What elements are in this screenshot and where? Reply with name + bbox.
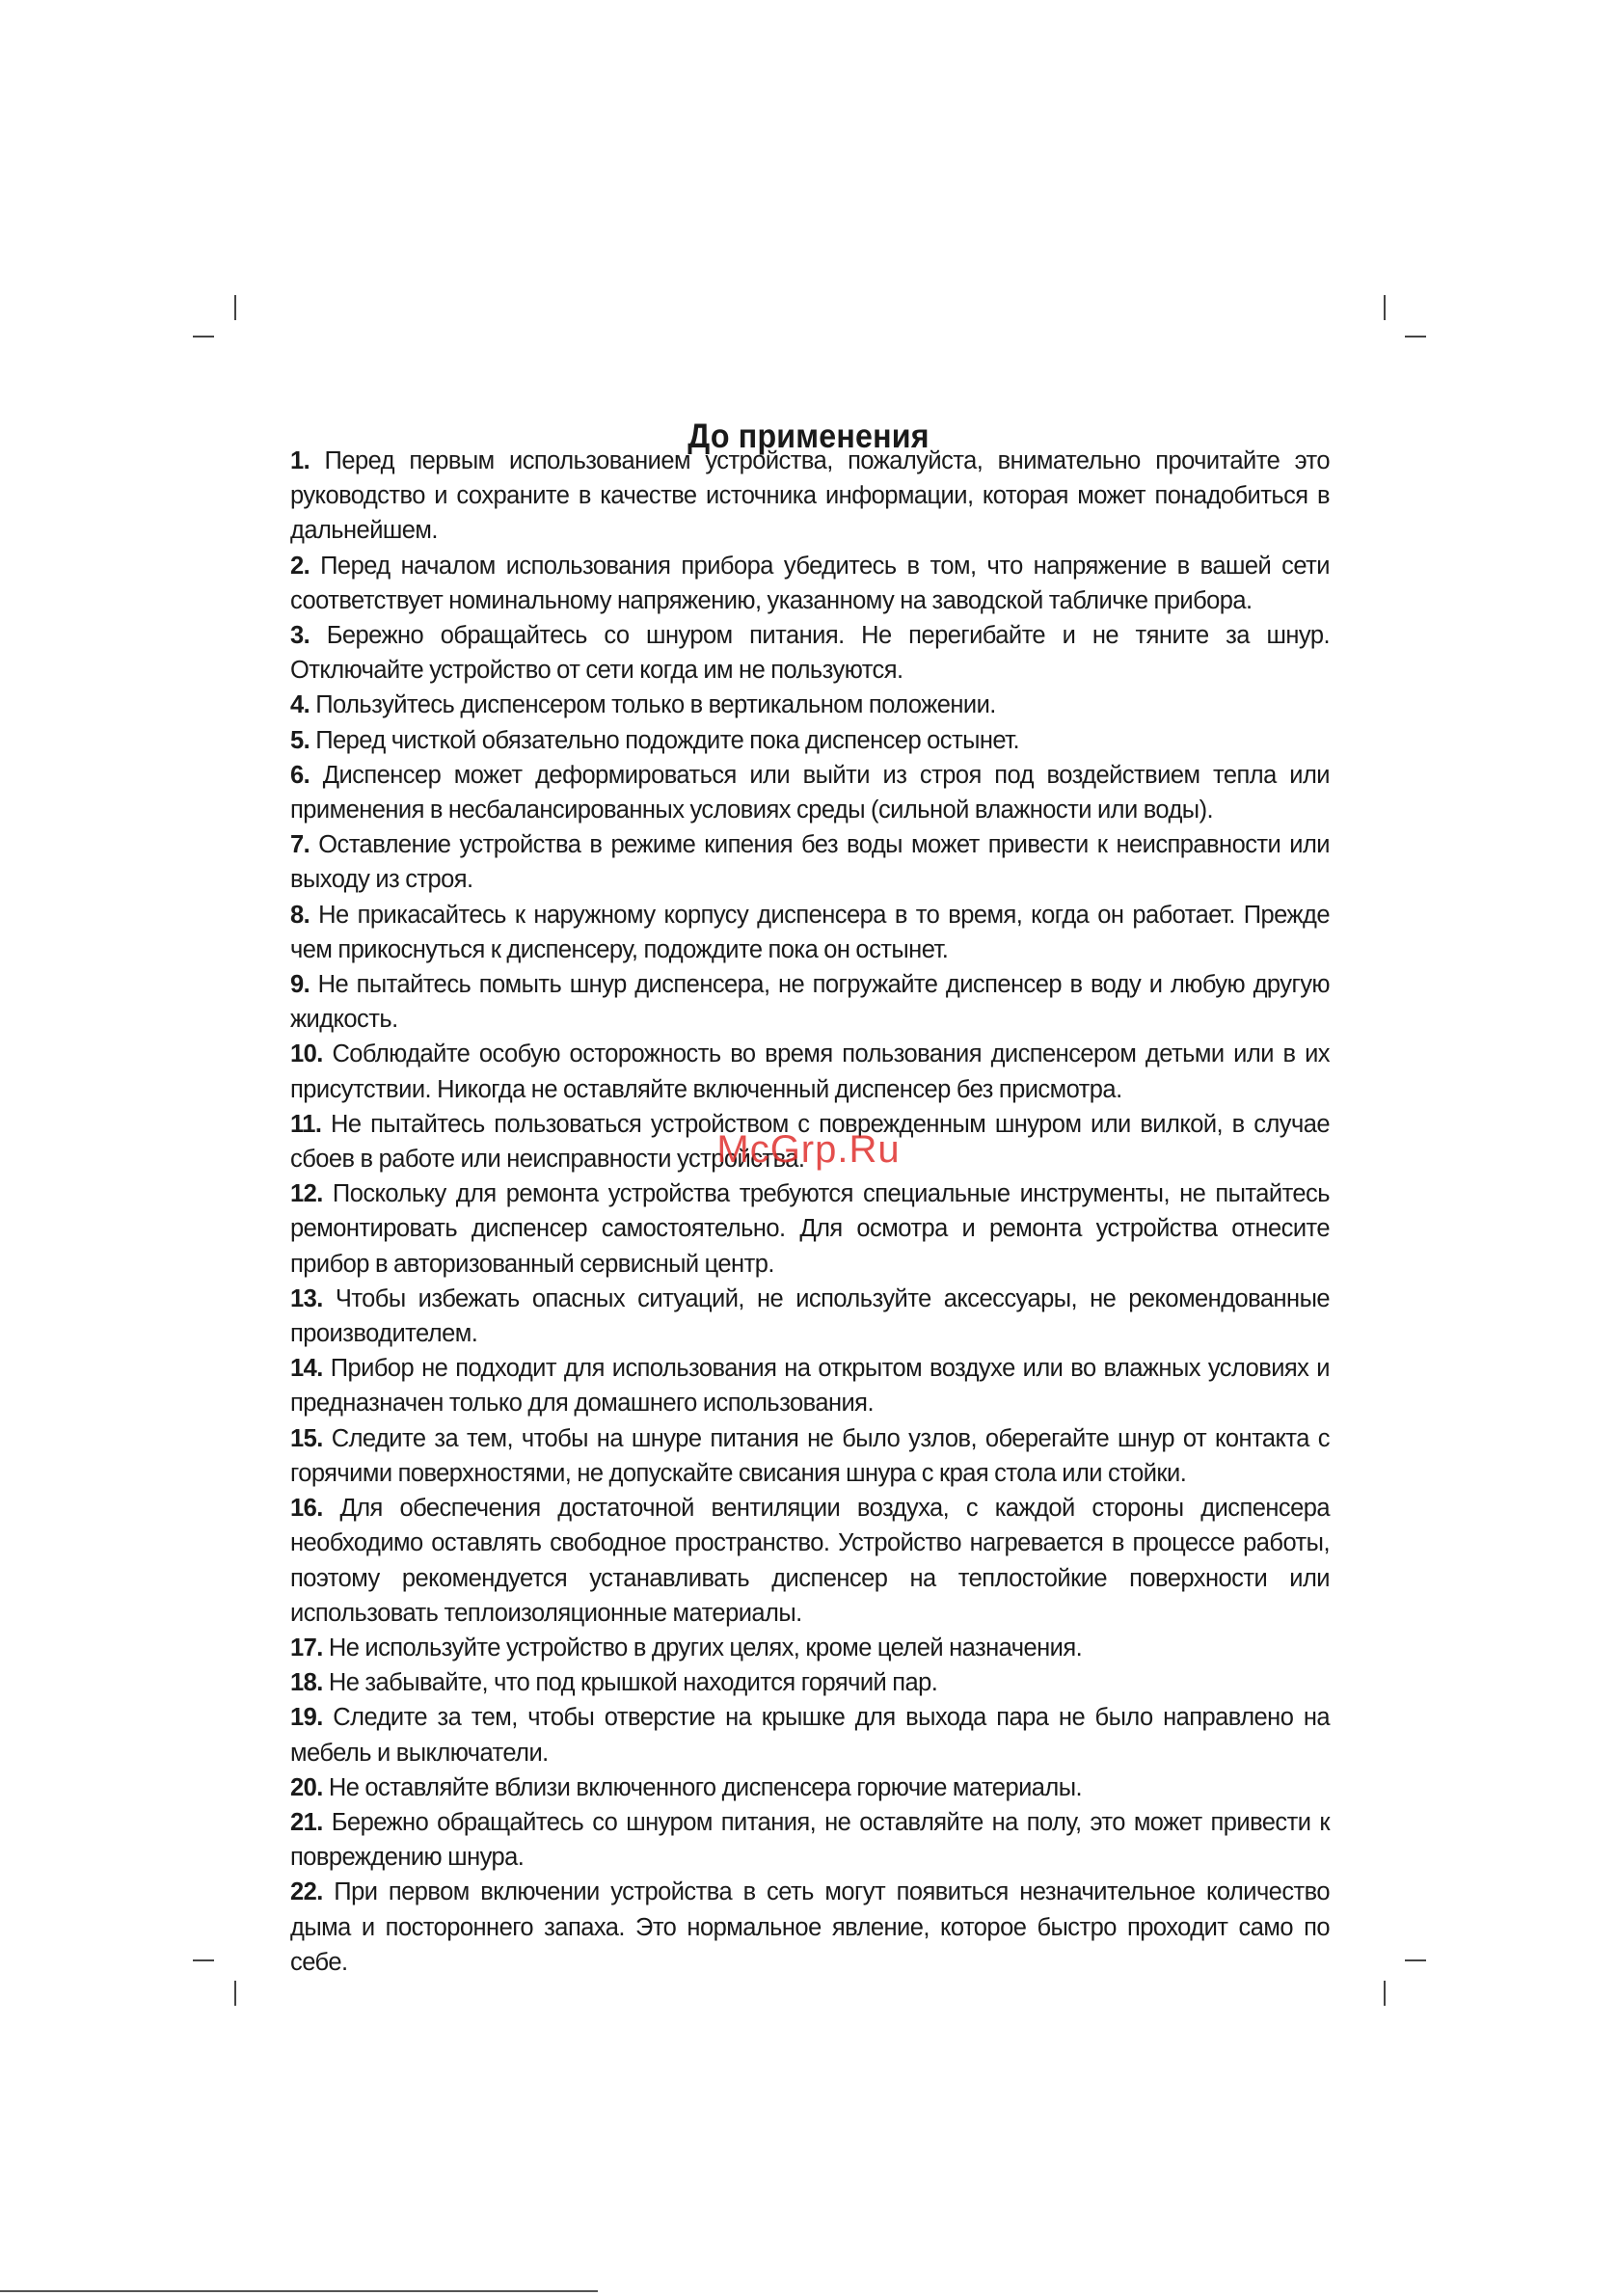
instruction-item — [290, 444, 1330, 549]
instruction-item — [290, 549, 1330, 618]
instructions-list — [290, 444, 1330, 1980]
page-title: До применения — [687, 418, 930, 456]
instruction-item — [290, 758, 1330, 827]
instruction-text: Прибор не подходит для использования на открытом воздухе или во влажных условиях и предназначен только для домашнего использования. — [290, 1355, 1330, 1418]
instruction-item — [290, 1631, 1330, 1665]
instruction-text: Не прикасайтесь к наружному корпусу диспенсера в то время, когда он работает. Прежде чем прикоснуться к диспенсеру, подождите пока он остынет. — [290, 901, 1330, 963]
instruction-item — [290, 1875, 1330, 1980]
instruction-text: Оставление устройства в режиме кипения без воды может привести к неисправности или выходу из строя. — [290, 831, 1330, 894]
instruction-text: Не используйте устройство в других целях, кроме целей назначения. — [328, 1634, 1083, 1661]
instruction-text: Чтобы избежать опасных ситуаций, не используйте аксессуары, не рекомендованные производителем. — [290, 1284, 1330, 1348]
instruction-item — [290, 1282, 1330, 1351]
instruction-item — [290, 723, 1330, 758]
instruction-item — [290, 1421, 1330, 1491]
crop-mark-top-right-horizontal — [1405, 336, 1426, 338]
instruction-number: 17. — [290, 1634, 323, 1661]
instruction-item — [290, 1351, 1330, 1420]
crop-mark-top-right-vertical — [1384, 295, 1386, 320]
instruction-number: 5. — [290, 726, 310, 754]
crop-mark-bottom-right-vertical — [1384, 1981, 1386, 2006]
instruction-item — [290, 688, 1330, 722]
crop-mark-top-left-vertical — [234, 295, 236, 320]
instruction-number: 15. — [290, 1424, 323, 1452]
crop-mark-bottom-right-horizontal — [1405, 1959, 1426, 1961]
instruction-number: 22. — [290, 1878, 323, 1906]
instruction-number: 1. — [290, 447, 310, 474]
instruction-text: Перед началом использования прибора убедитесь в том, что напряжение в вашей сети соответствует номинальному напряжению, указанному на заводской табличке прибора. — [290, 552, 1330, 614]
instruction-text: Не забывайте, что под крышкой находится горячий пар. — [328, 1669, 938, 1697]
instruction-item — [290, 1770, 1330, 1805]
instruction-text: При первом включении устройства в сеть могут появиться незначительное количество дыма и постороннего запаха. Это нормальное явление, которое быстро проходит само по себе. — [290, 1878, 1330, 1976]
crop-mark-top-left-horizontal — [193, 336, 214, 338]
instruction-item — [290, 1037, 1330, 1106]
instruction-text: Следите за тем, чтобы отверстие на крышке для выхода пара не было направлено на мебель и выключатели. — [290, 1704, 1330, 1767]
instruction-text: Следите за тем, чтобы на шнуре питания не было узлов, оберегайте шнур от контакта с горячими поверхностями, не допускайте свисания шнура с края стола или стойки. — [290, 1424, 1330, 1487]
instruction-item — [290, 1805, 1330, 1875]
instruction-number: 11. — [290, 1110, 322, 1138]
instruction-number: 4. — [290, 691, 310, 719]
instruction-text: Перед первым использованием устройства, пожалуйста, внимательно прочитайте это руководство и сохраните в качестве источника информации, которая может понадобиться в дальнейшем. — [290, 447, 1330, 545]
instruction-number: 13. — [290, 1284, 323, 1312]
instruction-number: 10. — [290, 1040, 323, 1068]
instruction-number: 14. — [290, 1355, 323, 1383]
instruction-item — [290, 1700, 1330, 1769]
instruction-text: Диспенсер может деформироваться или выйти из строя под воздействием тепла или применения в несбалансированных условиях среды (сильной влажности или воды). — [290, 761, 1330, 824]
instruction-number: 6. — [290, 761, 310, 789]
instruction-text: Не пытайтесь пользоваться устройством с поврежденным шнуром или вилкой, в случае сбоев в работе или неисправности устройства. — [290, 1110, 1330, 1174]
instruction-item — [290, 618, 1330, 688]
instruction-number: 8. — [290, 901, 310, 929]
instruction-item — [290, 967, 1330, 1037]
watermark-text: McGrp.Ru — [716, 1128, 901, 1171]
instruction-number: 2. — [290, 552, 310, 580]
instruction-number: 20. — [290, 1773, 323, 1801]
instruction-text: Бережно обращайтесь со шнуром питания. Не перегибайте и не тяните за шнур. Отключайте устройство от сети когда им не пользуются. — [290, 622, 1330, 685]
instruction-number: 21. — [290, 1808, 323, 1836]
instruction-number: 12. — [290, 1180, 323, 1208]
instruction-text: Бережно обращайтесь со шнуром питания, не оставляйте на полу, это может привести к повреждению шнура. — [290, 1808, 1330, 1872]
footer-rule — [0, 2290, 598, 2292]
instruction-text: Соблюдайте особую осторожность во время пользования диспенсером детьми или в их присутствии. Никогда не оставляйте включенный диспенсер без присмотра. — [290, 1040, 1330, 1103]
crop-mark-bottom-left-horizontal — [193, 1959, 214, 1961]
instruction-number: 19. — [290, 1704, 323, 1732]
crop-mark-bottom-left-vertical — [234, 1981, 236, 2006]
instruction-item — [290, 827, 1330, 897]
instruction-text: Для обеспечения достаточной вентиляции воздуха, с каждой стороны диспенсера необходимо оставлять свободное пространство. Устройство нагревается в процессе работы, поэтому рекомендуется устанавливать диспенсер на теплостойкие поверхности или использовать теплоизоляционные материалы. — [290, 1495, 1330, 1627]
instruction-number: 3. — [290, 622, 310, 650]
instruction-number: 9. — [290, 971, 310, 999]
instruction-text: Не оставляйте вблизи включенного диспенсера горючие материалы. — [328, 1773, 1083, 1801]
instruction-item — [290, 1176, 1330, 1282]
instruction-item — [290, 1665, 1330, 1700]
instruction-number: 7. — [290, 831, 310, 859]
instruction-text: Пользуйтесь диспенсером только в вертикальном положении. — [315, 691, 996, 719]
instruction-number: 16. — [290, 1495, 323, 1523]
instruction-item — [290, 898, 1330, 967]
instruction-number: 18. — [290, 1669, 323, 1697]
instruction-item — [290, 1491, 1330, 1631]
instruction-text: Перед чисткой обязательно подождите пока диспенсер остынет. — [315, 726, 1020, 754]
instruction-text: Не пытайтесь помыть шнур диспенсера, не погружайте диспенсер в воду и любую другую жидкость. — [290, 971, 1330, 1034]
instruction-text: Поскольку для ремонта устройства требуются специальные инструменты, не пытайтесь ремонтировать диспенсер самостоятельно. Для осмотра и ремонта устройства отнесите прибор в авторизованный сервисный центр. — [290, 1180, 1330, 1278]
